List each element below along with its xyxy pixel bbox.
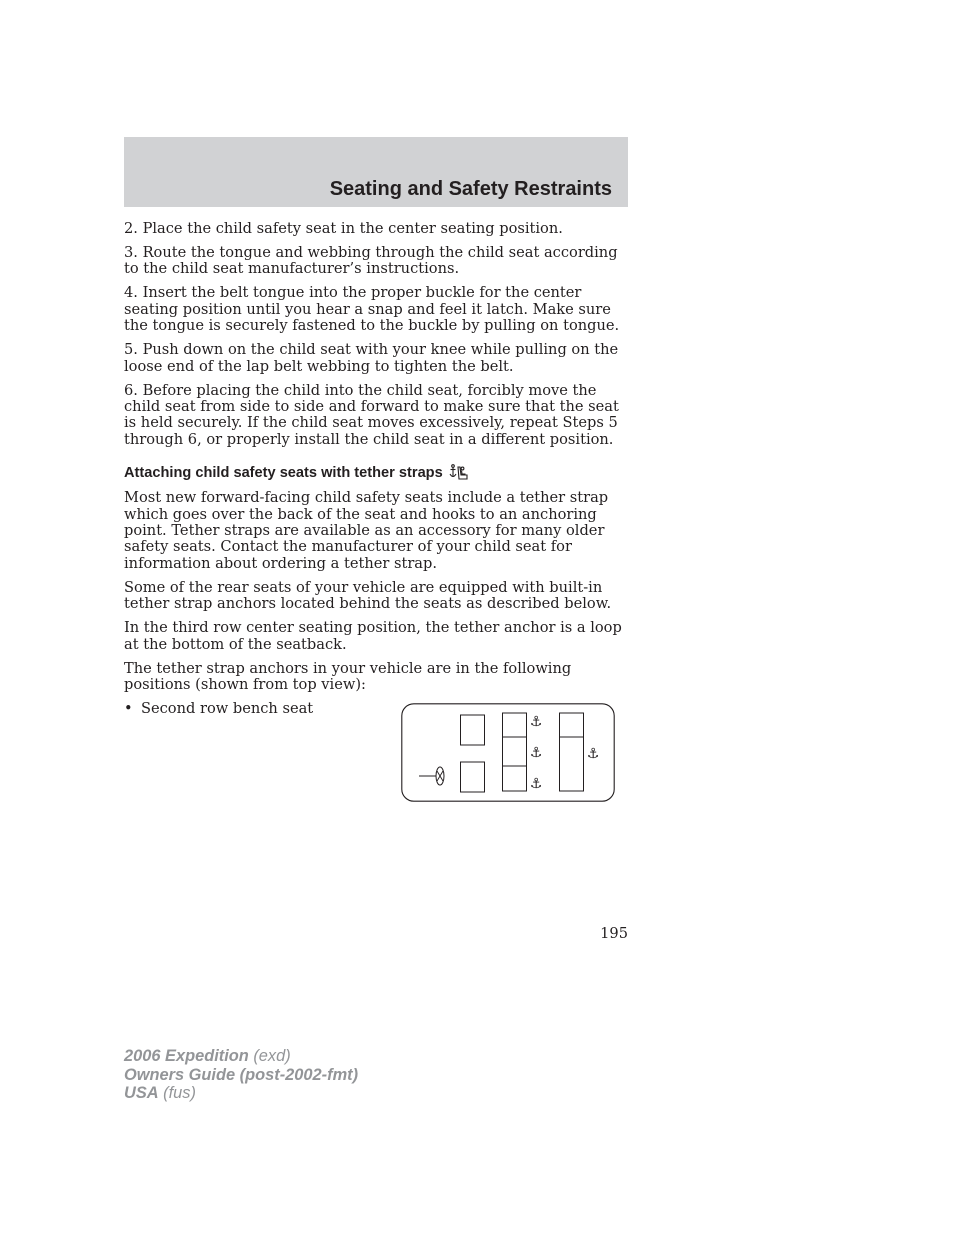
tether-anchor-icon: ⚓ [529, 714, 543, 731]
page-title: Seating and Safety Restraints [329, 178, 612, 200]
step-2: 2. Place the child safety seat in the center seating position. [124, 220, 563, 237]
section-heading [124, 464, 630, 481]
footer [124, 1047, 358, 1103]
footer-line-3: USA (fus) [124, 1084, 196, 1102]
footer-line-1: 2006 Expedition (exd) [124, 1047, 291, 1065]
tether-paragraph-1: Most new forward-facing child safety seats include a tether strap which goes over the back of the seat and hooks to an anchoring point. Tether straps are available as an accessory for many older safety seats. Contact the manufacturer of your child seat for information about ordering a tether strap. [124, 489, 609, 572]
header-band [124, 137, 628, 207]
second-row-seat-right [503, 713, 527, 737]
tether-anchor-diagram [401, 703, 615, 802]
front-seat-left [461, 762, 485, 792]
tether-paragraph-4: The tether strap anchors in your vehicle are in the following positions (shown from top view): [124, 659, 572, 694]
second-row-seat-center [503, 737, 527, 766]
step-5: 5. Push down on the child seat with your knee while pulling on the loose end of the lap belt webbing to tighten the belt. [124, 341, 619, 375]
third-row-seat-right [560, 713, 584, 737]
bullet-text: Second row bench seat [141, 700, 314, 718]
second-row-seat-left [503, 766, 527, 791]
page-number: 195 [600, 925, 628, 942]
main-content [124, 221, 630, 811]
bullet-marker: • [124, 700, 133, 718]
section-heading-text: Attaching child safety seats with tether straps [124, 464, 443, 481]
step-4: 4. Insert the belt tongue into the proper buckle for the center seating position until you hear a snap and feel it latch. Make sure the tongue is securely fastened to the buckle by pulling on tongue. [124, 284, 620, 335]
step-6: 6. Before placing the child into the child seat, forcibly move the child seat from side to side and forward to make sure that the seat is held securely. If the child seat moves excessively, repeat Steps 5 through 6, or properly install the child seat in a different position. [124, 381, 619, 448]
tether-anchor-icon: ⚓ [586, 746, 600, 763]
tether-anchor-icon: ⚓ [529, 745, 543, 762]
tether-anchor-icon: ⚓ [529, 776, 543, 793]
step-3: 3. Route the tongue and webbing through the child seat according to the child seat manufacturer’s instructions. [124, 244, 618, 278]
steering-wheel-icon [419, 767, 444, 785]
third-row-seat-left [560, 737, 584, 791]
child-seat-tether-icon [449, 464, 469, 481]
tether-paragraph-3: In the third row center seating position, the tether anchor is a loop at the bottom of the seatback. [124, 619, 622, 653]
bullet-list [124, 701, 630, 811]
tether-paragraph-2: Some of the rear seats of your vehicle are equipped with built-in tether strap anchors located behind the seats as described below. [124, 578, 612, 613]
vehicle-outline [402, 704, 614, 801]
front-seat-right [461, 715, 485, 745]
list-item [124, 701, 313, 717]
footer-line-2: Owners Guide (post-2002-fmt) [124, 1065, 359, 1084]
